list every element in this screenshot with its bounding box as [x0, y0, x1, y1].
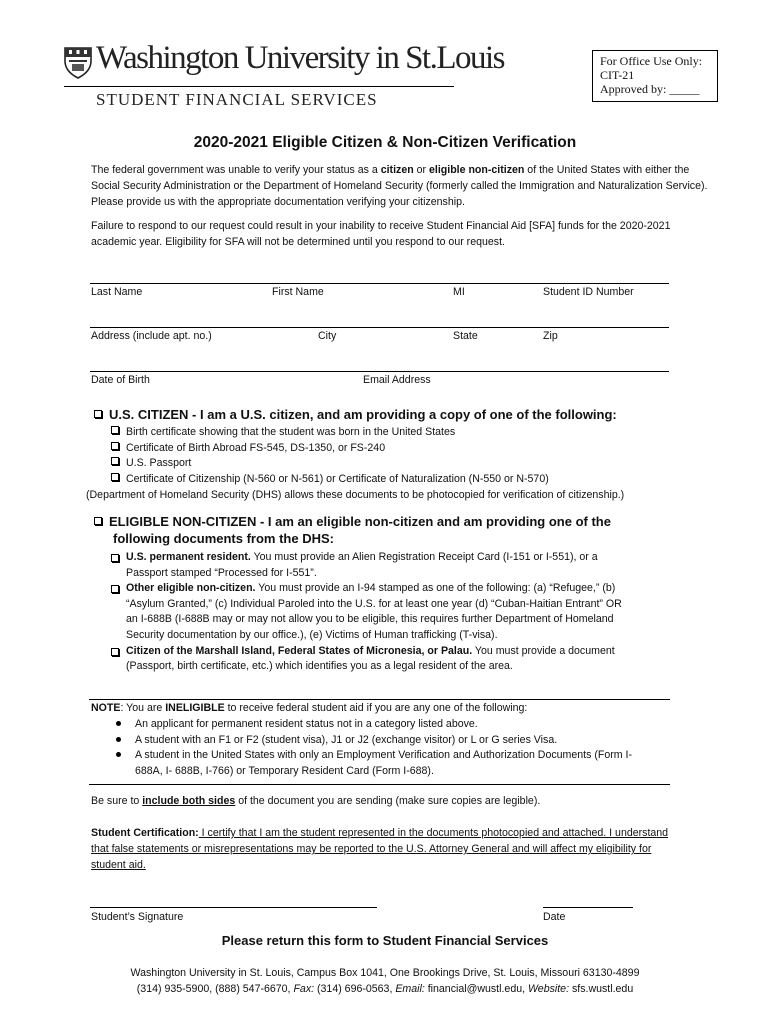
page-title: 2020-2021 Eligible Citizen & Non-Citizen Verification — [193, 134, 577, 151]
note-top-rule — [89, 699, 670, 700]
document-checkbox[interactable] — [111, 473, 119, 481]
footer-address: Washington University in St. Louis, Campus Box 1041, One Brookings Drive, St. Louis, Missouri 63130-4899 — [130, 967, 640, 979]
date-line[interactable] — [543, 907, 633, 908]
list-item: A student in the United States with only an Employment Verification and Authorization Documents (Form I-688A, I- 688B, I-766) or Temporary Resident Card (Form I-688). — [116, 748, 636, 779]
document-checkbox[interactable] — [111, 585, 119, 593]
both-sides-instruction: Be sure to include both sides of the document you are sending (make sure copies are legible). — [91, 795, 541, 807]
footer-contact: (314) 935-5900, (888) 547-6670, Fax: (314) 696-0563, Email: financial@wustl.edu, Website: sfs.wustl.edu — [136, 983, 634, 995]
list-item: An applicant for permanent resident status not in a category listed above. — [116, 717, 636, 733]
first-name-label: First Name — [272, 286, 324, 298]
student-id-label: Student ID Number — [543, 286, 634, 298]
email-link[interactable]: financial@wustl.edu, — [424, 983, 528, 995]
office-use-approved: Approved by: _____ — [600, 82, 700, 96]
city-label: City — [318, 330, 337, 342]
list-item: Birth certificate showing that the student was born in the United States — [111, 425, 711, 441]
date-label: Date — [543, 911, 566, 923]
state-label: State — [453, 330, 478, 342]
office-use-code: CIT-21 — [600, 68, 635, 82]
non-citizen-heading: ELIGIBLE NON-CITIZEN - I am an eligible non-citizen and am providing one of the following documents from the DHS: — [94, 513, 654, 547]
zip-label: Zip — [543, 330, 558, 342]
dob-email-line[interactable] — [90, 371, 669, 372]
document-checkbox[interactable] — [111, 648, 119, 656]
address-label: Address (include apt. no.) — [91, 330, 212, 342]
dob-label: Date of Birth — [91, 374, 150, 386]
ineligible-note: NOTE: You are INELIGIBLE to receive federal student aid if you are any one of the following: — [91, 702, 528, 714]
address-line[interactable] — [90, 327, 669, 328]
list-item: U.S. permanent resident. You must provide an Alien Registration Receipt Card (I-151 or I-551), or a Passport stamped “Processed for I-551”. — [111, 550, 631, 581]
us-citizen-list — [111, 425, 711, 487]
failure-paragraph: Failure to respond to our request could result in your inability to receive Student Financial Aid [SFA] funds for the 2020-2021 academic year. Eligibility for SFA will not be determined until you respond to our request. — [91, 220, 671, 248]
bullet-icon — [116, 737, 121, 742]
bullet-icon — [116, 721, 121, 726]
non-citizen-list — [111, 550, 631, 675]
document-checkbox[interactable] — [111, 442, 119, 450]
name-line[interactable] — [90, 283, 669, 284]
department-name: STUDENT FINANCIAL SERVICES — [96, 90, 378, 109]
list-item: U.S. Passport — [111, 456, 711, 472]
student-certification: Student Certification: I certify that I am the student represented in the documents photocopied and attached. I understand that false statements or misrepresentations may be reported to the U.S. Attorney General and will affect my eligibility for student aid. — [91, 827, 669, 871]
list-item: Other eligible non-citizen. You must provide an I-94 stamped as one of the following: (a) “Refugee,” (b) “Asylum Granted,” (c) Individual Paroled into the U.S. for at least one year (d) “Cuban-Haitian Entrant” OR an I-688B (I-688B may or may not allow you to be eligible, this requires further Department of Homeland Security documentation by our office.), (e) Victims of Human trafficking (T-visa). — [111, 581, 631, 643]
us-citizen-heading: U.S. CITIZEN - I am a U.S. citizen, and am providing a copy of one of the following: — [94, 406, 734, 423]
ineligible-list — [116, 717, 636, 779]
list-item: Certificate of Citizenship (N-560 or N-561) or Certificate of Naturalization (N-550 or N-570) — [111, 472, 711, 488]
email-label: Email Address — [363, 374, 431, 386]
logo-rule — [64, 86, 454, 87]
intro-paragraph: The federal government was unable to verify your status as a citizen or eligible non-citizen of the United States with either the Social Security Administration or the Department of Homeland Security (formerly called the Immigration and Naturalization Service). Please provide us with the appropriate documentation verifying your citizenship. — [91, 164, 708, 208]
office-use-label: For Office Use Only: — [600, 54, 703, 68]
mi-label: MI — [453, 286, 465, 298]
university-shield-logo — [64, 47, 92, 79]
university-name: Washington University in St.Louis — [96, 40, 505, 76]
bullet-icon — [116, 752, 121, 757]
last-name-label: Last Name — [91, 286, 143, 298]
note-bottom-rule — [89, 784, 670, 785]
signature-line[interactable] — [90, 907, 377, 908]
us-citizen-checkbox[interactable] — [94, 410, 102, 418]
website-link[interactable]: sfs.wustl.edu — [569, 983, 634, 995]
document-checkbox[interactable] — [111, 554, 119, 562]
office-use-box — [592, 50, 718, 102]
document-checkbox[interactable] — [111, 457, 119, 465]
list-item: Certificate of Birth Abroad FS-545, DS-1350, or FS-240 — [111, 441, 711, 457]
dhs-photocopy-note: (Department of Homeland Security (DHS) allows these documents to be photocopied for verification of citizenship.) — [86, 489, 625, 501]
list-item: A student with an F1 or F2 (student visa), J1 or J2 (exchange visitor) or L or G series Visa. — [116, 733, 636, 749]
signature-label: Student’s Signature — [91, 911, 184, 923]
return-instruction: Please return this form to Student Financial Services — [221, 933, 549, 948]
non-citizen-checkbox[interactable] — [94, 517, 102, 525]
document-checkbox[interactable] — [111, 426, 119, 434]
list-item: Citizen of the Marshall Island, Federal States of Micronesia, or Palau. You must provide a document (Passport, birth certificate, etc.) which identifies you as a legal resident of the area. — [111, 644, 631, 675]
